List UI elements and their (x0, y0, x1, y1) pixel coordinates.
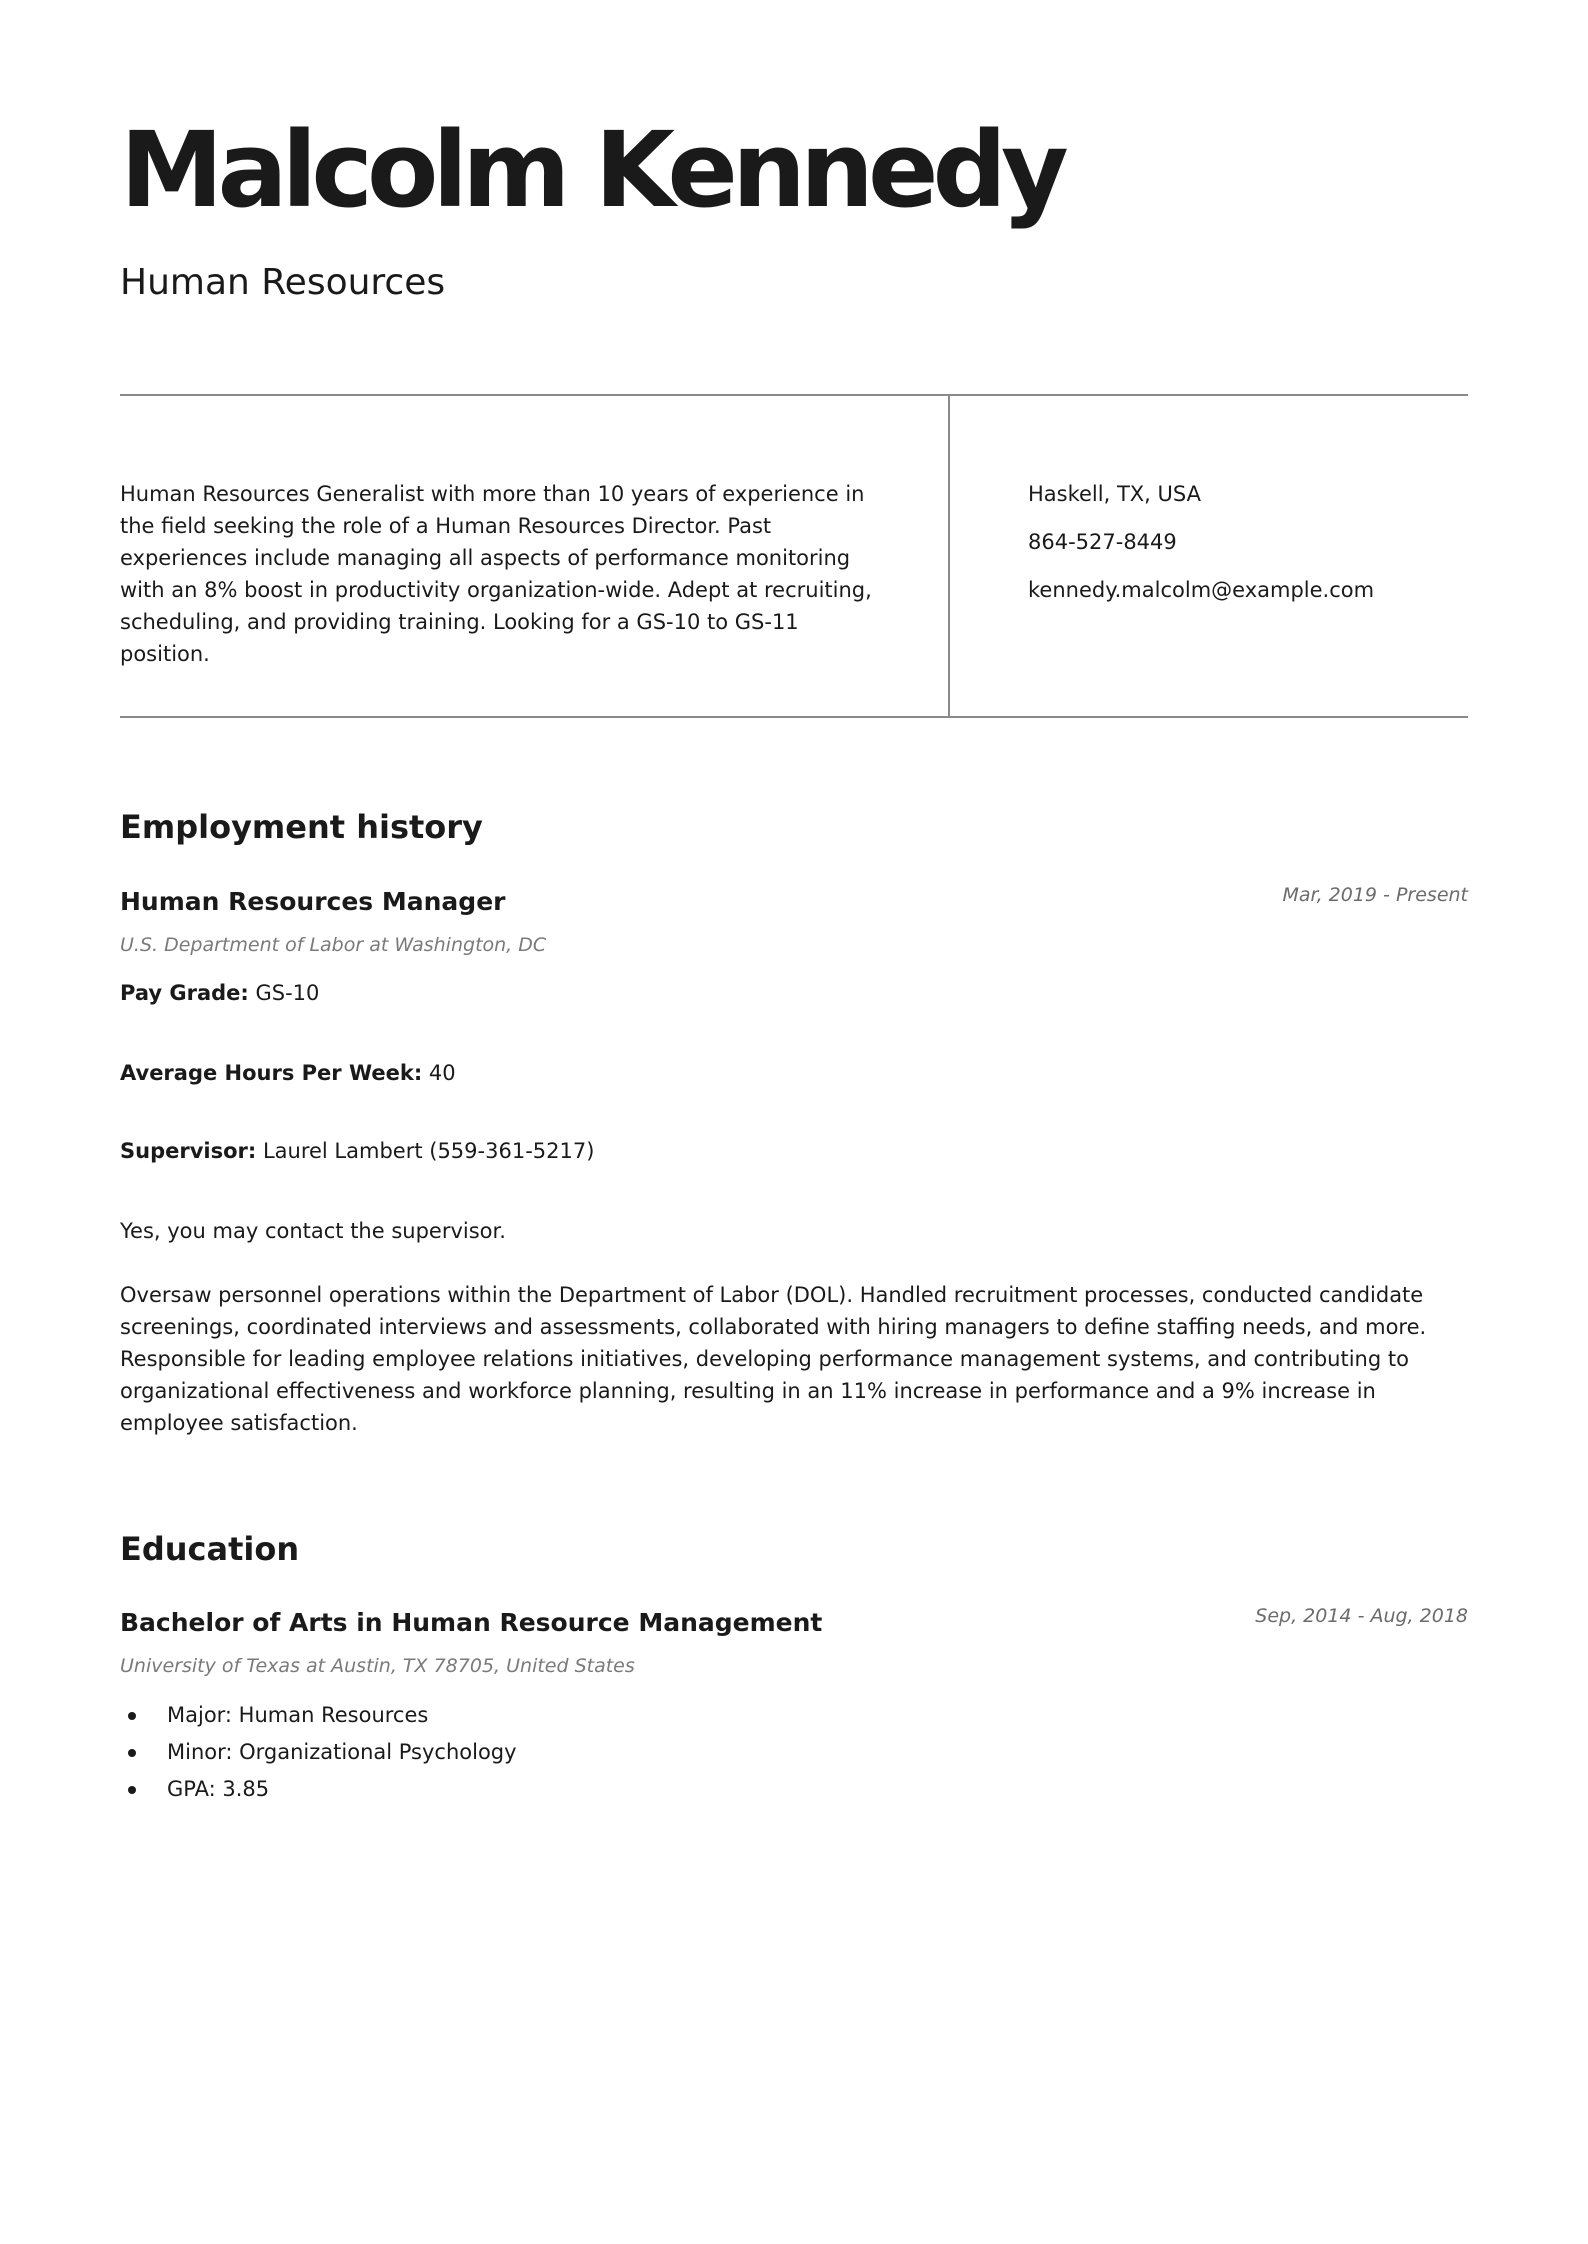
supervisor (120, 1139, 594, 1163)
supervisor-value: Laurel Lambert (559-361-5217) (256, 1139, 595, 1163)
average-hours-value: 40 (422, 1061, 456, 1085)
pay-grade-label: Pay Grade: (120, 981, 249, 1005)
bullet-dot-icon (128, 1712, 136, 1720)
candidate-title: Human Resources (120, 262, 446, 303)
professional-summary: Human Resources Generalist with more than 10 years of experience in the field seeking the role of a Human Resources Director. Past experiences include managing all aspects of performance monitoring with an 8% boost in productivity organization-wide. Adept at recruiting, scheduling, and providing training. Looking for a GS-10 to GS-11 position. (120, 482, 872, 666)
pay-grade (120, 981, 319, 1005)
summary-contact-box (120, 394, 1468, 718)
job-description: Oversaw personnel operations within the Department of Labor (DOL). Handled recruitment processes, conducted candidate screenings, coordinated interviews and assessments, collaborated with hiring managers to define staffing needs, and more. Responsible for leading employee relations initiatives, developing performance management systems, and contributing to organizational effectiveness and workforce planning, resulting in an 11% increase in performance and a 9% increase in employee satisfaction. (120, 1283, 1427, 1435)
education-bullets (120, 1699, 517, 1810)
contact-location: Haskell, TX, USA (1028, 482, 1201, 506)
education-dates: Sep, 2014 - Aug, 2018 (1255, 1605, 1468, 1627)
contact-list (1028, 478, 1374, 622)
education-bullet-text: Major: Human Resources (167, 1703, 429, 1727)
supervisor-contact-note: Yes, you may contact the supervisor. (120, 1219, 506, 1243)
list-item (120, 1773, 517, 1810)
education-bullet-text: Minor: Organizational Psychology (167, 1740, 517, 1764)
degree-title: Bachelor of Arts in Human Resource Management (120, 1608, 823, 1637)
candidate-name: Malcolm Kennedy (120, 109, 1063, 231)
supervisor-label: Supervisor: (120, 1139, 257, 1163)
average-hours-label: Average Hours Per Week: (120, 1061, 423, 1085)
average-hours (120, 1061, 456, 1085)
school: University of Texas at Austin, TX 78705, United States (120, 1655, 635, 1677)
employer: U.S. Department of Labor at Washington, DC (120, 934, 547, 956)
list-item (120, 1699, 517, 1736)
info-divider (948, 396, 950, 716)
list-item (120, 1736, 517, 1773)
pay-grade-value: GS-10 (248, 981, 320, 1005)
contact-email: kennedy.malcolm@example.com (1028, 578, 1375, 602)
contact-phone: 864-527-8449 (1028, 530, 1177, 554)
education-section-title: Education (120, 1530, 300, 1568)
bullet-dot-icon (128, 1786, 136, 1794)
education-bullet-text: GPA: 3.85 (167, 1777, 270, 1801)
job-dates: Mar, 2019 - Present (1282, 884, 1468, 906)
employment-section-title: Employment history (120, 808, 483, 846)
job-title: Human Resources Manager (120, 887, 506, 916)
bullet-dot-icon (128, 1749, 136, 1757)
